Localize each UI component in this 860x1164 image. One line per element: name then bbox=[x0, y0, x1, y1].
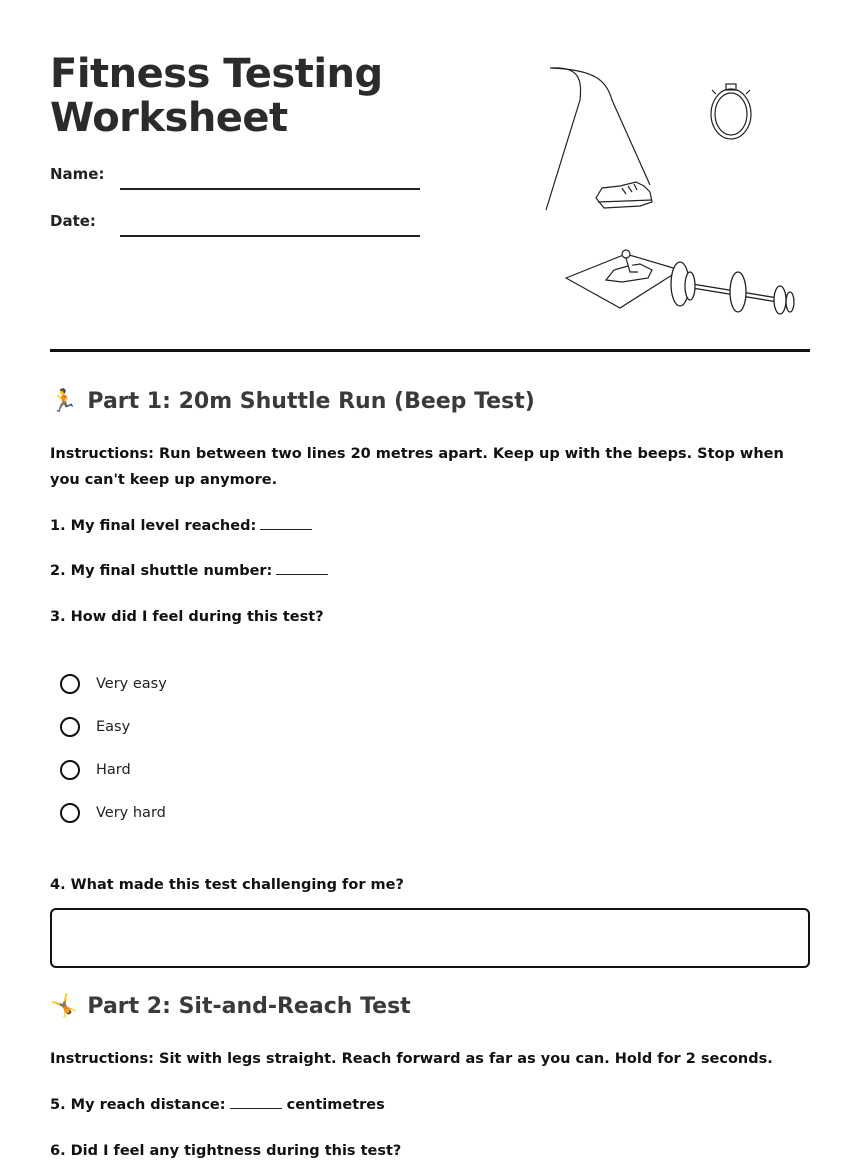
question-2-text: 2. My final shuttle number: bbox=[50, 563, 273, 579]
question-5-text: 5. My reach distance: bbox=[50, 1097, 226, 1113]
name-label: Name: bbox=[50, 165, 105, 183]
shuttle-blank[interactable] bbox=[276, 560, 328, 575]
question-3: 3. How did I feel during this test? bbox=[50, 609, 324, 625]
running-person-icon: 🏃 bbox=[50, 388, 78, 414]
question-5-unit: centimetres bbox=[286, 1097, 385, 1113]
option-very-hard[interactable] bbox=[60, 803, 166, 823]
part2-heading-text: Part 2: Sit-and-Reach Test bbox=[87, 994, 411, 1019]
dumbbell-icon bbox=[671, 262, 794, 314]
date-field[interactable] bbox=[120, 221, 420, 237]
option-label: Hard bbox=[96, 762, 131, 778]
question-1 bbox=[50, 513, 810, 539]
title-line-1: Fitness Testing bbox=[50, 51, 383, 97]
radio-button[interactable] bbox=[60, 717, 80, 737]
option-hard[interactable] bbox=[60, 760, 131, 780]
radio-button[interactable] bbox=[60, 674, 80, 694]
part2-instructions: Instructions: Sit with legs straight. Reach forward as far as you can. Hold for 2 seconds. bbox=[50, 1051, 773, 1067]
part1-heading bbox=[50, 389, 535, 414]
date-label: Date: bbox=[50, 212, 96, 230]
question-1-text: 1. My final level reached: bbox=[50, 518, 257, 534]
challenge-answer-box[interactable] bbox=[50, 908, 810, 968]
shoe-icon bbox=[596, 182, 652, 208]
option-label: Easy bbox=[96, 719, 131, 735]
question-5 bbox=[50, 1092, 810, 1118]
part2-heading bbox=[50, 994, 411, 1019]
title-line-2: Worksheet bbox=[50, 95, 288, 141]
section-divider bbox=[50, 349, 810, 352]
part1-instructions: Instructions: Run between two lines 20 metres apart. Keep up with the beeps. Stop when you can't keep up anymore. bbox=[50, 446, 784, 488]
yoga-mat-icon bbox=[566, 250, 680, 308]
question-6: 6. Did I feel any tightness during this test? bbox=[50, 1143, 402, 1159]
radio-button[interactable] bbox=[60, 803, 80, 823]
option-very-easy[interactable] bbox=[60, 674, 167, 694]
option-label: Very hard bbox=[96, 805, 166, 821]
question-2 bbox=[50, 558, 810, 584]
page-title bbox=[50, 52, 383, 140]
fitness-illustration bbox=[540, 60, 810, 320]
option-label: Very easy bbox=[96, 676, 167, 692]
radio-button[interactable] bbox=[60, 760, 80, 780]
part1-heading-text: Part 1: 20m Shuttle Run (Beep Test) bbox=[87, 389, 535, 414]
option-easy[interactable] bbox=[60, 717, 130, 737]
stopwatch-icon bbox=[711, 84, 751, 139]
name-field[interactable] bbox=[120, 174, 420, 190]
reach-blank[interactable] bbox=[230, 1094, 282, 1109]
cartwheel-person-icon: 🤸 bbox=[50, 993, 78, 1019]
question-4: 4. What made this test challenging for me? bbox=[50, 877, 404, 893]
level-blank[interactable] bbox=[260, 515, 312, 530]
